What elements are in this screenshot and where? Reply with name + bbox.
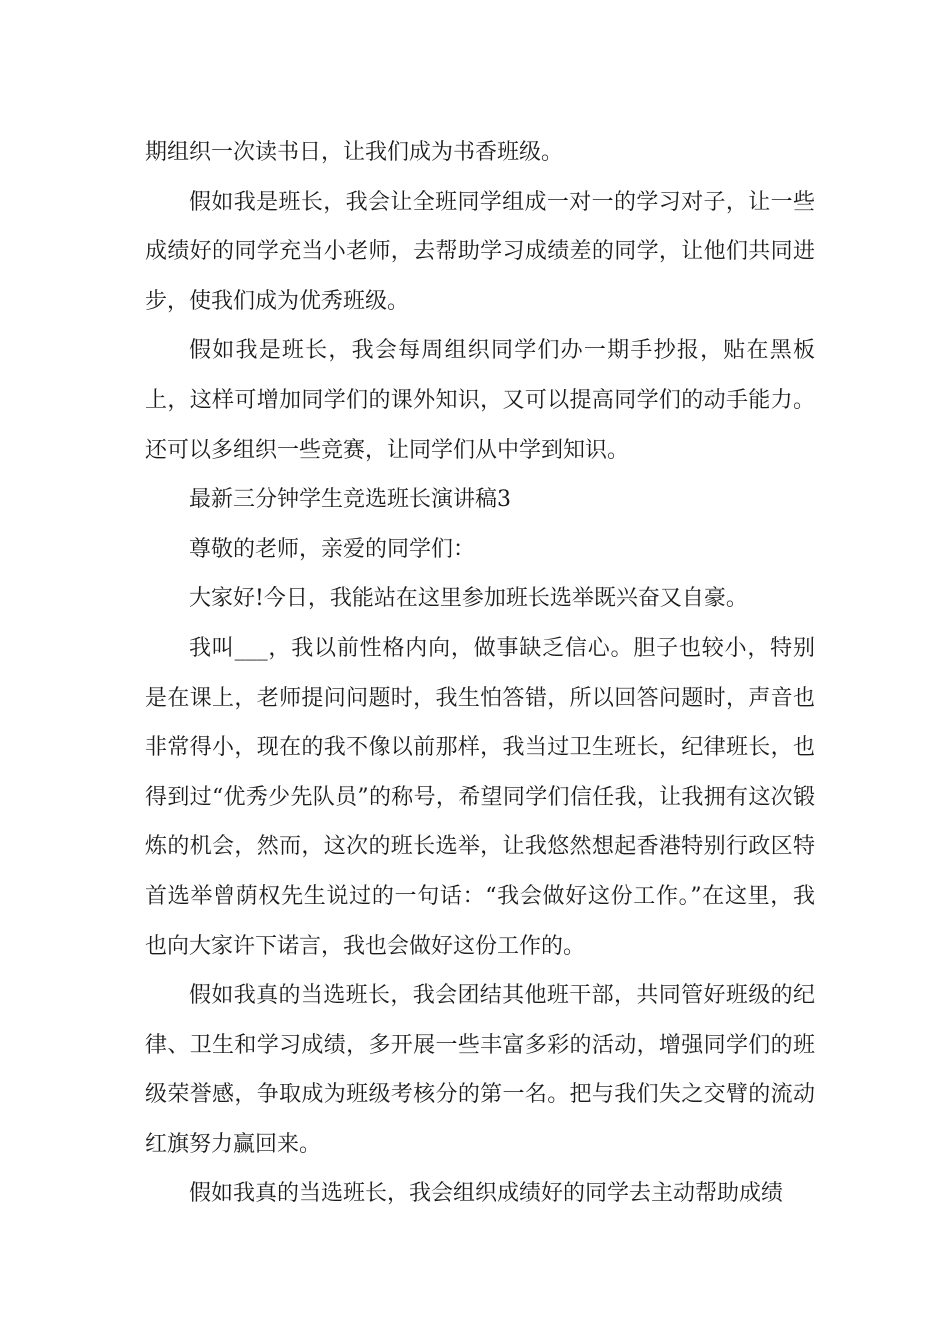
paragraph-2: 假如我是班长，我会让全班同学组成一对一的学习对子，让一些成绩好的同学充当小老师，去帮助学习成绩差的同学，让他们共同进步，使我们成为优秀班级。 [145, 189, 815, 314]
paragraph-1: 期组织一次读书日，让我们成为书香班级。 [145, 140, 564, 165]
section-heading: 最新三分钟学生竞选班长演讲稿3 [189, 487, 511, 513]
document-body [145, 128, 815, 1219]
paragraph-introduction: 我叫___，我以前性格内向，做事缺乏信心。胆子也较小，特别是在课上，老师提问问题时，我生怕答错，所以回答问题时，声音也非常得小，现在的我不像以前那样，我当过卫生班长，纪律班长，也得到过“优秀少先队员”的称号，希望同学们信任我，让我拥有这次锻炼的机会，然而，这次的班长选举，让我悠然想起香港特别行政区特首选举曾荫权先生说过的一句话：“我会做好这份工作。”在这里，我也向大家许下诺言，我也会做好这份工作的。 [145, 635, 815, 959]
paragraph-promise-1: 假如我真的当选班长，我会团结其他班干部，共同管好班级的纪律、卫生和学习成绩，多开展一些丰富多彩的活动，增强同学们的班级荣誉感，争取成为班级考核分的第一名。把与我们失之交臂的流动红旗努力赢回来。 [145, 983, 815, 1157]
paragraph-3: 假如我是班长，我会每周组织同学们办一期手抄报，贴在黑板上，这样可增加同学们的课外知识，又可以提高同学们的动手能力。还可以多组织一些竞赛，让同学们从中学到知识。 [145, 338, 815, 463]
greeting-paragraph: 大家好!今日，我能站在这里参加班长选举既兴奋又自豪。 [189, 586, 748, 612]
paragraph-promise-2: 假如我真的当选班长，我会组织成绩好的同学去主动帮助成绩 [189, 1181, 784, 1207]
salutation: 尊敬的老师，亲爱的同学们： [189, 536, 476, 562]
